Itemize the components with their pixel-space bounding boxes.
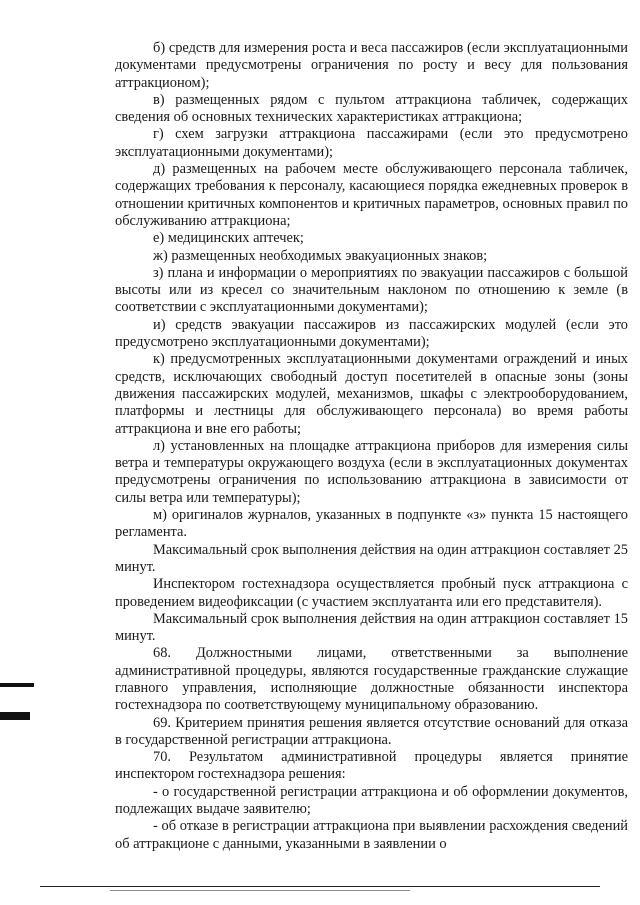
paragraph-70-result-1: - о государственной регистрации аттракциона и об оформлении документов, подлежащих выдаче заявителю; bbox=[115, 783, 628, 818]
paragraph-68: 68. Должностными лицами, ответственными за выполнение административной процедуры, являются государственные гражданские служащие главного управления, исполняющие должностные обязанности инспектора гостехнадзора по соответствующему муниципальному образованию. bbox=[115, 645, 628, 714]
scan-edge-mark-bottom bbox=[0, 712, 30, 720]
scan-bottom-line-2 bbox=[110, 890, 410, 891]
paragraph-deadline-25: Максимальный срок выполнения действия на один аттракцион составляет 25 минут. bbox=[115, 541, 628, 575]
paragraph-item-zh: ж) размещенных необходимых эвакуационных знаков; bbox=[153, 247, 488, 264]
paragraph-item-d: д) размещенных на рабочем месте обслуживающего персонала табличек, содержащих требования к персоналу, касающиеся порядка ежедневных проверок в отношении критичных компонентов и критичных параметров, основных правил по обслуживанию аттракциона; bbox=[115, 161, 628, 229]
paragraph-item-l: л) установленных на площадке аттракциона приборов для измерения силы ветра и температуры окружающего воздуха (если в эксплуатационных документах предусмотрены ограничения по использованию аттракциона в зависимости от силы ветра или температуры); bbox=[115, 437, 628, 506]
paragraph-item-b: б) средств для измерения роста и веса пассажиров (если эксплуатационными документами предусмотрены ограничения по росту и весу для пользования аттракционом); bbox=[115, 40, 628, 91]
paragraph-70: 70. Результатом административной процедуры является принятие инспектором гостехнадзора решения: bbox=[115, 749, 628, 783]
paragraph-item-i: и) средств эвакуации пассажиров из пассажирских модулей (если это предусмотрено эксплуатационными документами); bbox=[115, 316, 628, 351]
paragraph-item-k: к) предусмотренных эксплуатационными документами ограждений и иных средств, исключающих свободный доступ посетителей в опасные зоны (зоны движения пассажирских модулей, механизмов, шкафы с электрооборудованием, платформы и лестницы для обслуживающего персонала) во время работы аттракциона и вне его работы; bbox=[115, 351, 628, 437]
paragraph-70-result-2: - об отказе в регистрации аттракциона при выявлении расхождения сведений об аттракционе с данными, указанными в заявлении о bbox=[115, 818, 628, 852]
paragraph-item-z: з) плана и информации о мероприятиях по эвакуации пассажиров с большой высоты или из кресел со значительным наклоном по отношению к земле (в соответствии с эксплуатационными документами); bbox=[115, 264, 628, 316]
paragraph-item-m: м) оригиналов журналов, указанных в подпункте «з» пункта 15 настоящего регламента. bbox=[115, 507, 628, 541]
document-body bbox=[115, 40, 628, 853]
paragraph-item-v: в) размещенных рядом с пультом аттракциона табличек, содержащих сведения об основных технических характеристиках аттракциона; bbox=[115, 91, 628, 126]
paragraph-item-g: г) схем загрузки аттракциона пассажирами (если это предусмотрено эксплуатационными документами); bbox=[115, 126, 628, 160]
paragraph-item-e: е) медицинских аптечек; bbox=[153, 230, 304, 247]
paragraph-deadline-15: Максимальный срок выполнения действия на один аттракцион составляет 15 минут. bbox=[115, 610, 628, 645]
paragraph-trial-run: Инспектором гостехнадзора осуществляется пробный пуск аттракциона с проведением видеофиксации (с участием эксплуатанта или его представителя). bbox=[115, 576, 628, 610]
scan-bottom-line bbox=[40, 886, 600, 887]
paragraph-69: 69. Критерием принятия решения является отсутствие оснований для отказа в государственной регистрации аттракциона. bbox=[115, 714, 628, 748]
scan-edge-mark-top bbox=[0, 683, 34, 687]
